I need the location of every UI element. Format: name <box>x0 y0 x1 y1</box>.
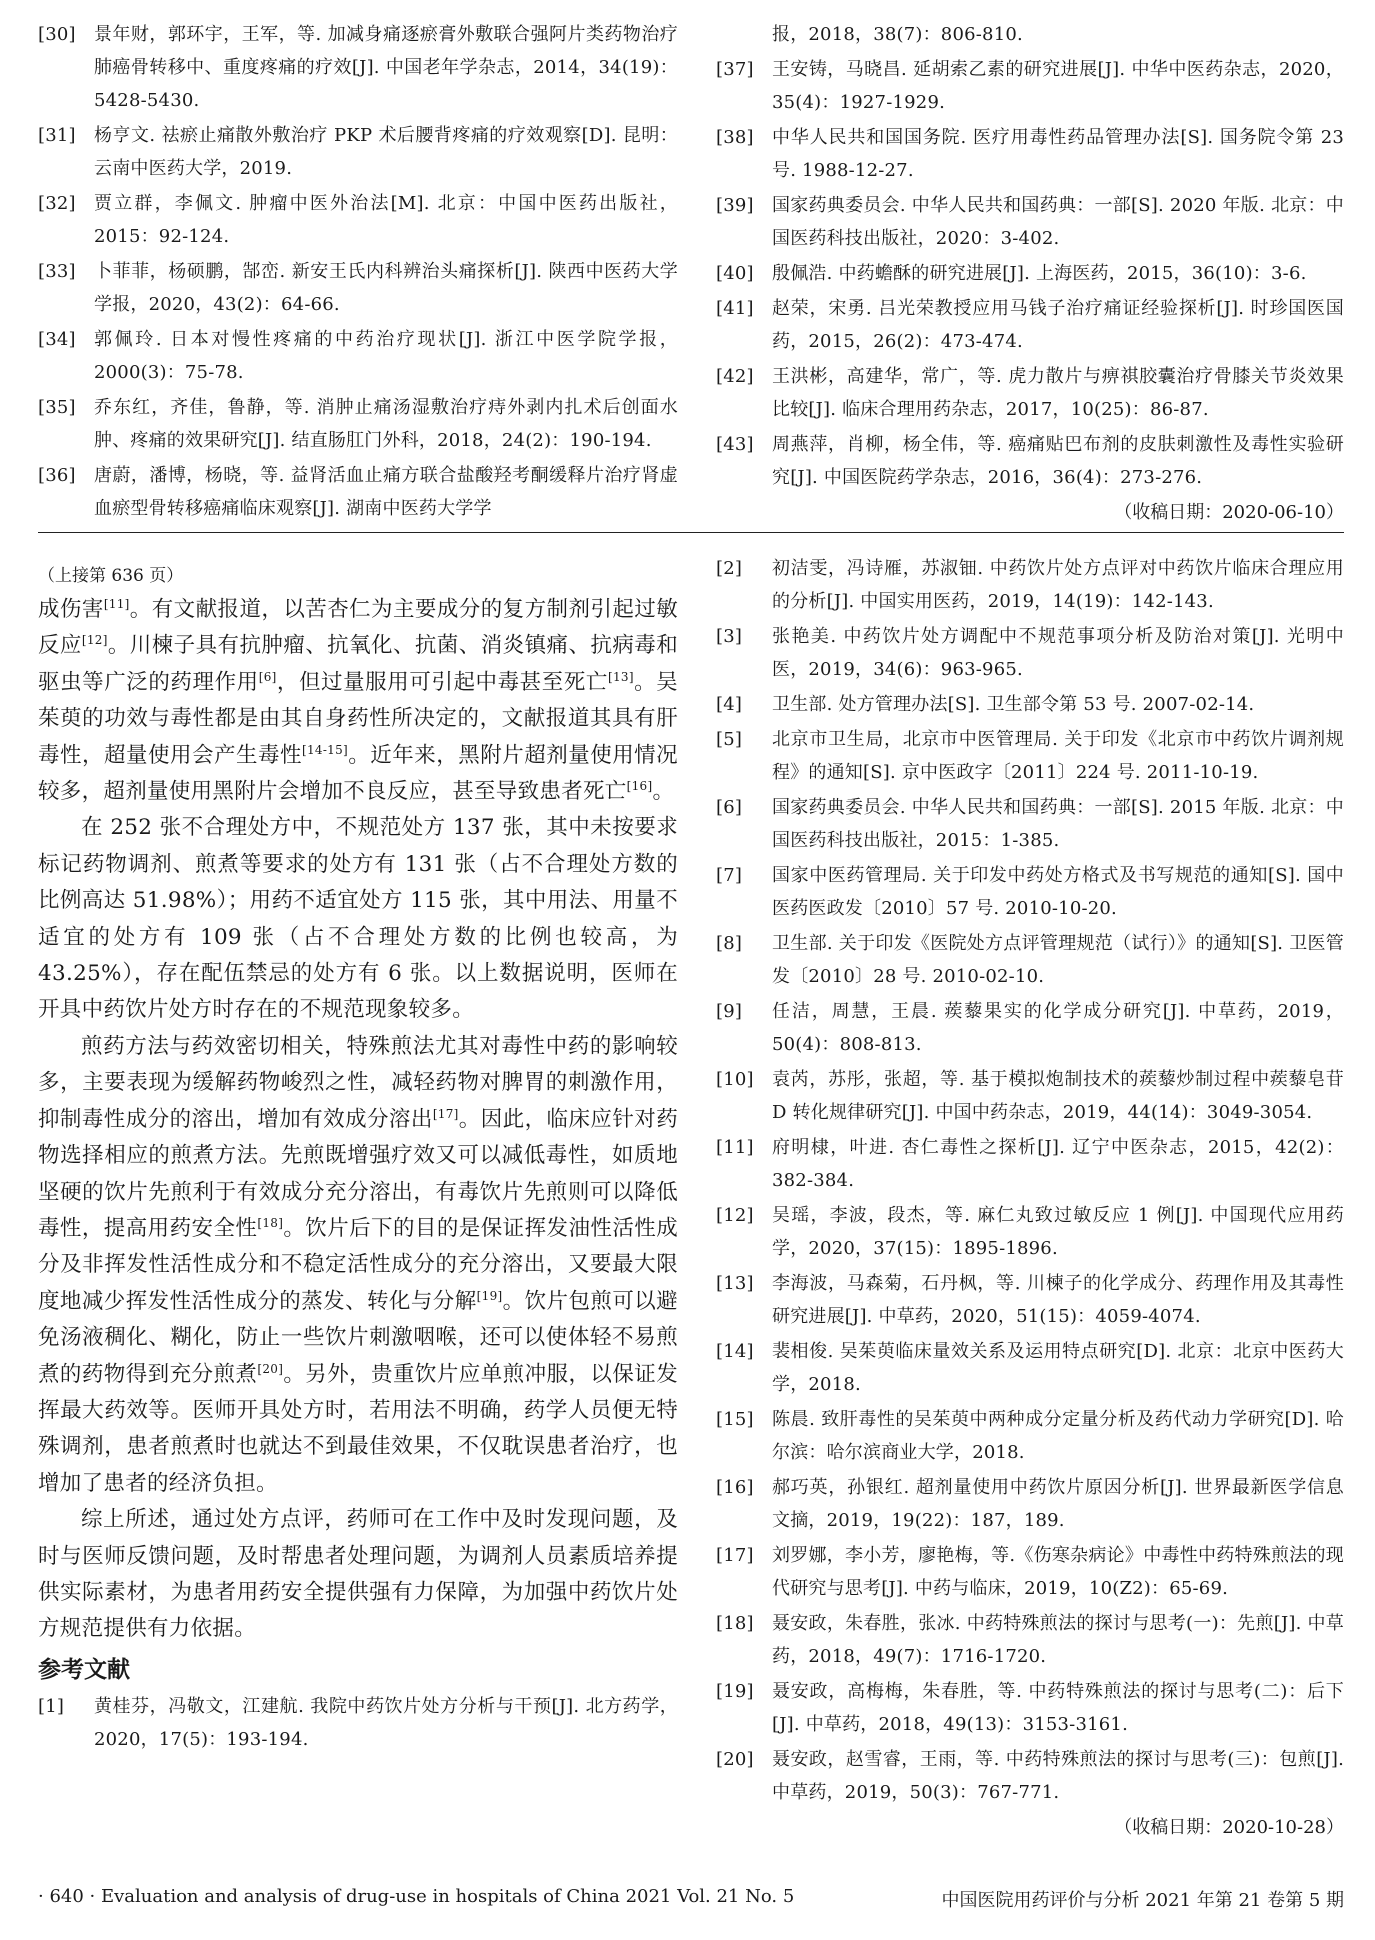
reference-text: 裴相俊. 吴茱萸临床量效关系及运用特点研究[D]. 北京：北京中医药大学，2018. <box>772 1341 1344 1395</box>
reference-item <box>716 552 1344 618</box>
reference-text: 周燕萍，肖柳，杨全伟，等. 癌痛贴巴布剂的皮肤刺激性及毒性实验研究[J]. 中国医院药学杂志，2016，36(4)：273-276. <box>772 434 1344 488</box>
reference-number: [10] <box>716 1069 754 1090</box>
reference-text: 报，2018，38(7)：806-810. <box>772 24 1023 45</box>
reference-item <box>38 18 678 117</box>
footer-right: 中国医院用药评价与分析 2021 年第 21 卷第 5 期 <box>941 1890 1344 1911</box>
reference-text: 贾立群，李佩文. 肿瘤中医外治法[M]. 北京：中国中医药出版社，2015：92-124. <box>94 193 678 247</box>
paragraph-text: 。另外，贵重饮片应单煎冲服，以保证发挥最大药效等。医师开具处方时，若用法不明确，药学人员便无特殊调剂，患者煎煮时也就达不到最佳效果，不仅耽误患者治疗，也增加了患者的经济负担。 <box>38 1361 678 1496</box>
continued-from-note: （上接第 636 页） <box>38 566 184 586</box>
reference-item <box>38 391 678 457</box>
reference-number: [11] <box>716 1137 754 1158</box>
top-right-references <box>716 18 1344 530</box>
paragraph-text: 在 252 张不合理处方中，不规范处方 137 张，其中未按要求标记药物调剂、煎煮等要求的处方有 131 张（占不合理处方数的比例高达 51.98%）；用药不适宜处方 115 张，其中用法、用量不适宜的处方有 109 张（占不合理处方数的比例也较高，为 43.25%），存在配伍禁忌的处方有 6 张。以上数据说明，医师在开具中药饮片处方时存在的不规范现象较多。 <box>38 815 678 1023</box>
citation-mark: [6] <box>258 669 277 684</box>
reference-text: 赵荣，宋勇. 吕光荣教授应用马钱子治疗痛证经验探析[J]. 时珍国医国药，2015，26(2)：473-474. <box>772 298 1344 352</box>
reference-number: [40] <box>716 263 754 284</box>
reference-item <box>716 859 1344 925</box>
reference-text: 府明棣，叶进. 杏仁毒性之探析[J]. 辽宁中医杂志，2015，42(2)：382-384. <box>772 1137 1344 1191</box>
body-paragraph <box>38 810 678 1028</box>
reference-item <box>716 1403 1344 1469</box>
citation-mark: [20] <box>257 1361 284 1376</box>
paragraph-text: 。川楝子具有抗肿瘤、抗氧化、抗菌、消炎镇痛、抗病毒和驱虫等广泛的药理作用 <box>38 633 678 695</box>
reference-number: [39] <box>716 195 754 216</box>
paragraph-text: 煎药方法与药效密切相关，特殊煎法尤其对毒性中药的影响较多，主要表现为缓解药物峻烈之性，减轻药物对脾胃的刺激作用，抑制毒性成分的溶出，增加有效成分溶出 <box>38 1033 678 1132</box>
reference-number: [3] <box>716 626 743 647</box>
reference-number: [6] <box>716 797 743 818</box>
reference-text: 国家药典委员会. 中华人民共和国药典：一部[S]. 2020 年版. 北京：中国医药科技出版社，2020：3-402. <box>772 195 1344 249</box>
reference-number: [38] <box>716 127 754 148</box>
reference-number: [17] <box>716 1545 754 1566</box>
reference-number: [36] <box>38 465 76 486</box>
reference-item <box>716 1335 1344 1401</box>
reference-item <box>716 1539 1344 1605</box>
body-paragraph <box>38 1502 678 1648</box>
reference-number: [32] <box>38 193 76 214</box>
reference-text: 聂安政，高梅梅，朱春胜，等. 中药特殊煎法的探讨与思考(二)：后下[J]. 中草药，2018，49(13)：3153-3161. <box>772 1681 1344 1735</box>
reference-text: 刘罗娜，李小芳，廖艳梅，等.《伤寒杂病论》中毒性中药特殊煎法的现代研究与思考[J]. 中药与临床，2019，10(Z2)：65-69. <box>772 1545 1344 1599</box>
reference-number: [12] <box>716 1205 754 1226</box>
reference-text: 国家中医药管理局. 关于印发中药处方格式及书写规范的通知[S]. 国中医药医政发〔2010〕57 号. 2010-10-20. <box>772 865 1344 919</box>
paragraph-text: 。近年来，黑附片超剂量使用情况较多，超剂量使用黑附片会增加不良反应，甚至导致患者死亡 <box>38 742 678 805</box>
reference-number: [19] <box>716 1681 754 1702</box>
citation-mark: [19] <box>476 1288 503 1303</box>
page-footer <box>38 1886 1344 1912</box>
reference-item <box>716 1743 1344 1809</box>
citation-mark: [13] <box>607 669 634 684</box>
reference-item <box>716 1675 1344 1741</box>
reference-text: 聂安政，赵雪睿，王雨，等. 中药特殊煎法的探讨与思考(三)：包煎[J]. 中草药，2019，50(3)：767-771. <box>772 1749 1344 1803</box>
paragraph-text: 。吴茱萸的功效与毒性都是由其自身药性所决定的，文献报道其具有肝毒性，超量使用会产生毒性 <box>38 669 678 768</box>
reference-item <box>716 1267 1344 1333</box>
reference-item <box>716 1063 1344 1129</box>
reference-text: 聂安政，朱春胜，张冰. 中药特殊煎法的探讨与思考(一)：先煎[J]. 中草药，2018，49(7)：1716-1720. <box>772 1613 1344 1667</box>
reference-item <box>716 292 1344 358</box>
reference-text: 乔东红，齐佳，鲁静，等. 消肿止痛汤湿敷治疗痔外剥内扎术后创面水肿、疼痛的效果研究[J]. 结直肠肛门外科，2018，24(2)：190-194. <box>94 397 678 451</box>
reference-number: [20] <box>716 1749 754 1770</box>
received-date: （收稿日期：2020-06-10） <box>1114 502 1344 523</box>
paragraph-text: 成伤害 <box>38 597 104 622</box>
reference-item <box>38 187 678 253</box>
reference-text: 卫生部. 处方管理办法[S]. 卫生部令第 53 号. 2007-02-14. <box>772 694 1255 715</box>
top-left-references <box>38 18 678 527</box>
reference-number: [33] <box>38 261 76 282</box>
reference-item <box>716 688 1344 721</box>
reference-text: 北京市卫生局，北京市中医管理局. 关于印发《北京市中药饮片调剂规程》的通知[S]. 京中医政字〔2011〕224 号. 2011-10-19. <box>772 729 1344 783</box>
reference-number: [16] <box>716 1477 754 1498</box>
citation-mark: [11] <box>103 596 130 611</box>
reference-text: 郝巧英，孙银红. 超剂量使用中药饮片原因分析[J]. 世界最新医学信息文摘，2019，19(22)：187，189. <box>772 1477 1344 1531</box>
reference-item <box>716 257 1344 290</box>
reference-number: [1] <box>38 1695 65 1717</box>
section-divider <box>38 532 1344 533</box>
references-heading: 参考文献 <box>38 1656 130 1683</box>
paragraph-text: 。因此，临床应针对药物选择相应的煎煮方法。先煎既增强疗效又可以减低毒性，如质地坚硬的饮片先煎利于有效成分充分溶出，有毒饮片先煎则可以降低毒性，提高用药安全性 <box>38 1106 678 1241</box>
received-date: （收稿日期：2020-10-28） <box>1114 1817 1344 1838</box>
citation-mark: [16] <box>626 778 653 793</box>
reference-item <box>716 53 1344 119</box>
reference-text: 王洪彬，高建华，常广，等. 虎力散片与痹祺胶囊治疗骨膝关节炎效果比较[J]. 临床合理用药杂志，2017，10(25)：86-87. <box>772 366 1344 420</box>
reference-text: 郭佩玲. 日本对慢性疼痛的中药治疗现状[J]. 浙江中医学院学报，2000(3)：75-78. <box>94 329 678 383</box>
body-paragraph <box>38 1029 678 1502</box>
reference-item <box>38 119 678 185</box>
body-paragraph <box>38 592 678 810</box>
bottom-right-references <box>716 552 1344 1845</box>
reference-text: 吴瑶，李波，段杰，等. 麻仁丸致过敏反应 1 例[J]. 中国现代应用药学，2020，37(15)：1895-1896. <box>772 1205 1344 1259</box>
reference-item <box>38 1690 678 1756</box>
reference-item <box>716 1199 1344 1265</box>
reference-text: 殷佩浩. 中药蟾酥的研究进展[J]. 上海医药，2015，36(10)：3-6. <box>772 263 1307 284</box>
reference-item <box>716 1607 1344 1673</box>
reference-text: 王安铸，马晓昌. 延胡索乙素的研究进展[J]. 中华中医药杂志，2020，35(4)：1927-1929. <box>772 59 1344 113</box>
reference-text: 李海波，马森菊，石丹枫，等. 川楝子的化学成分、药理作用及其毒性研究进展[J]. 中草药，2020，51(15)：4059-4074. <box>772 1273 1344 1327</box>
reference-number: [30] <box>38 24 76 45</box>
reference-text: 袁芮，苏彤，张超，等. 基于模拟炮制技术的蒺藜炒制过程中蒺藜皂苷 D 转化规律研究[J]. 中国中药杂志，2019，44(14)：3049-3054. <box>772 1069 1344 1123</box>
reference-number: [8] <box>716 933 743 954</box>
paragraph-text: 。有文献报道，以苦杏仁为主要成分的复方制剂引起过敏反应 <box>38 597 678 659</box>
reference-item <box>716 995 1344 1061</box>
citation-mark: [12] <box>81 633 108 648</box>
reference-number: [14] <box>716 1341 754 1362</box>
reference-item <box>716 121 1344 187</box>
reference-number: [35] <box>38 397 76 418</box>
reference-item <box>716 620 1344 686</box>
reference-number: [15] <box>716 1409 754 1430</box>
reference-number: [13] <box>716 1273 754 1294</box>
reference-text: 中华人民共和国国务院. 医疗用毒性药品管理办法[S]. 国务院令第 23 号. 1988-12-27. <box>772 127 1344 181</box>
paragraph-text: ，但过量服用可引起中毒甚至死亡 <box>276 669 608 695</box>
reference-item <box>716 1471 1344 1537</box>
reference-number: [42] <box>716 366 754 387</box>
reference-number: [9] <box>716 1001 743 1022</box>
reference-text: 卜菲菲，杨硕鹏，郜峦. 新安王氏内科辨治头痛探析[J]. 陕西中医药大学学报，2020，43(2)：64-66. <box>94 261 678 315</box>
reference-number: [43] <box>716 434 754 455</box>
reference-text: 景年财，郭环宇，王军，等. 加减身痛逐瘀膏外敷联合强阿片类药物治疗肺癌骨转移中、重度疼痛的疗效[J]. 中国老年学杂志，2014，34(19)：5428-5430. <box>94 24 678 111</box>
reference-item <box>38 323 678 389</box>
reference-text: 黄桂芬，冯敬文，江建航. 我院中药饮片处方分析与干预[J]. 北方药学，2020，17(5)：193-194. <box>94 1695 678 1750</box>
reference-number: [7] <box>716 865 743 886</box>
reference-text: 国家药典委员会. 中华人民共和国药典：一部[S]. 2015 年版. 北京：中国医药科技出版社，2015：1-385. <box>772 797 1344 851</box>
reference-text: 唐蔚，潘博，杨晓，等. 益肾活血止痛方联合盐酸羟考酮缓释片治疗肾虚血瘀型骨转移癌痛临床观察[J]. 湖南中医药大学学 <box>94 465 678 519</box>
reference-text: 卫生部. 关于印发《医院处方点评管理规范（试行）》的通知[S]. 卫医管发〔2010〕28 号. 2010-02-10. <box>772 933 1344 987</box>
reference-continuation <box>716 18 1344 51</box>
reference-text: 杨亨文. 祛瘀止痛散外敷治疗 PKP 术后腰背疼痛的疗效观察[D]. 昆明：云南中医药大学，2019. <box>94 125 678 179</box>
reference-number: [5] <box>716 729 743 750</box>
reference-item <box>716 189 1344 255</box>
paragraph-text: 综上所述，通过处方点评，药师可在工作中及时发现问题，及时与医师反馈问题，及时帮患者处理问题，为调剂人员素质培养提供实际素材，为患者用药安全提供强有力保障，为加强中药饮片处方规范提供有力依据。 <box>38 1507 678 1642</box>
reference-number: [31] <box>38 125 76 146</box>
citation-mark: [14-15] <box>301 742 349 757</box>
reference-number: [41] <box>716 298 754 319</box>
citation-mark: [17] <box>432 1106 459 1121</box>
paragraph-text: 。饮片后下的目的是保证挥发油性活性成分及非挥发性活性成分和不稳定活性成分的充分溶出，又要最大限度地减少挥发性活性成分的蒸发、转化与分解 <box>38 1215 678 1314</box>
reference-text: 张艳美. 中药饮片处方调配中不规范事项分析及防治对策[J]. 光明中医，2019，34(6)：963-965. <box>772 626 1344 680</box>
reference-item <box>716 360 1344 426</box>
reference-item <box>38 255 678 321</box>
reference-text: 任洁，周慧，王晨. 蒺藜果实的化学成分研究[J]. 中草药，2019，50(4)：808-813. <box>772 1001 1344 1055</box>
reference-item <box>716 927 1344 993</box>
reference-item <box>716 791 1344 857</box>
reference-item <box>716 723 1344 789</box>
paragraph-text: 。饮片包煎可以避免汤液稠化、糊化，防止一些饮片刺激咽喉，还可以使体轻不易煎煮的药物得到充分煎煮 <box>38 1288 678 1387</box>
reference-number: [34] <box>38 329 76 350</box>
reference-item <box>716 428 1344 494</box>
reference-number: [18] <box>716 1613 754 1634</box>
article-body <box>38 560 678 1758</box>
reference-number: [37] <box>716 59 754 80</box>
citation-mark: [18] <box>257 1215 284 1230</box>
paragraph-text: 。 <box>652 779 675 805</box>
reference-text: 陈晨. 致肝毒性的吴茱萸中两种成分定量分析及药代动力学研究[D]. 哈尔滨：哈尔滨商业大学，2018. <box>772 1409 1344 1463</box>
reference-item <box>716 1131 1344 1197</box>
reference-number: [4] <box>716 694 743 715</box>
reference-item <box>38 459 678 525</box>
footer-left: · 640 · Evaluation and analysis of drug-use in hospitals of China 2021 Vol. 21 No. 5 <box>38 1886 795 1907</box>
reference-number: [2] <box>716 558 743 579</box>
reference-text: 初洁雯，冯诗雁，苏淑钿. 中药饮片处方点评对中药饮片临床合理应用的分析[J]. 中国实用医药，2019，14(19)：142-143. <box>772 558 1344 612</box>
